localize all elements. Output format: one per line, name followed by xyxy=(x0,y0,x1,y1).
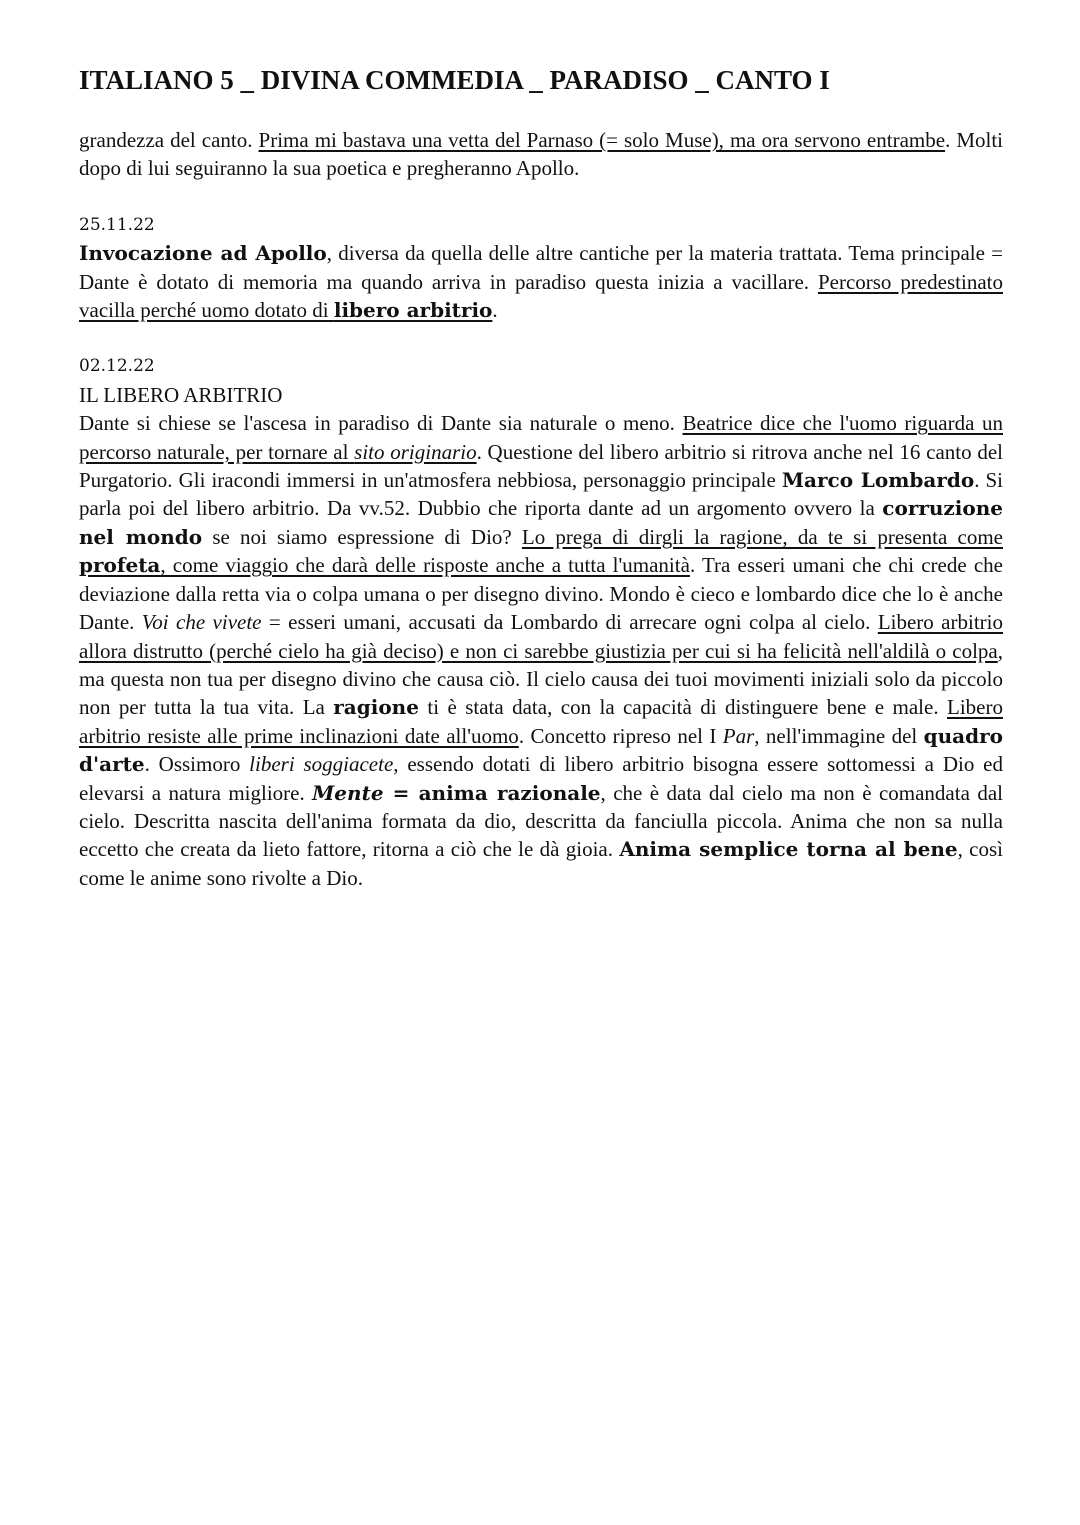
la-text-18: ti è stata data, con la capacità di distinguere bene e male. xyxy=(418,695,948,720)
apollo-bold: Invocazione ad Apollo xyxy=(79,241,327,266)
la-text-22: , nell'immagine del xyxy=(754,723,924,748)
la-bold-17: ragione xyxy=(333,695,419,720)
page-title: ITALIANO 5 _ DIVINA COMMEDIA _ PARADISO _ CANTO I xyxy=(79,65,830,95)
la-text-29: , che è data dal cielo ma non è comandata dal cielo. Descritta nascita dell'anima formata da dio, descritta da fanciulla piccola. Anima che non sa nulla eccetto che creata da lieto fattore, ritorna a ciò che le dà gioia. xyxy=(79,780,1003,862)
la-italic-25: liberi soggiacete xyxy=(249,752,394,777)
la-italic-21: Par xyxy=(722,723,755,748)
spacer xyxy=(79,183,1003,211)
section-heading: IL LIBERO ARBITRIO xyxy=(79,382,283,407)
apollo-text-1: , diversa da quella delle altre cantiche per la materia trattata. Tema principale = Dante è dotato di memoria ma quando arriva in paradiso questa inizia a vacillare. xyxy=(79,241,1003,294)
la-text-12: . Tra esseri umani che chi crede che deviazione dalla retta via o colpa umana o per disegno divino. Mondo è cieco e lombardo dice che lo è anche Dante. xyxy=(79,553,1003,635)
la-bold-23: quadro d'arte xyxy=(79,723,1003,777)
la-text-24: . Ossimoro xyxy=(144,752,250,777)
la-text-16: , ma questa non tua per disegno divino che causa ciò. Il cielo causa dei tuoi movimenti iniziali solo da piccolo non per tutta la tua vita. La xyxy=(79,638,1003,720)
la-underlined-19: Libero arbitrio resiste alle prime inclinazioni date all'uomo xyxy=(79,695,1003,748)
la-bold-30: Anima semplice torna al bene xyxy=(619,837,958,862)
intro-text-1: grandezza del canto. xyxy=(79,128,259,152)
la-underlined-15: Libero arbitrio allora distrutto (perché cielo ha già deciso) e non ci sarebbe giustizia per cui si ha felicità nell'aldilà o colpa xyxy=(79,610,1003,663)
la-underlined-italic-03: sito originario xyxy=(354,439,477,464)
la-underlined-09: Lo prega di dirgli la ragione, da te si presenta come xyxy=(521,524,1003,549)
libero-arbitrio-paragraph xyxy=(79,409,1003,892)
la-text-14: = esseri umani, accusati da Lombardo di arrecare ogni colpa al cielo. xyxy=(261,610,878,635)
la-italic-13: Voi che vivete xyxy=(141,610,262,635)
la-underlined-bold-10: profeta xyxy=(79,553,161,578)
date-label-2: 02.12.22 xyxy=(79,356,155,377)
apollo-text-2: . xyxy=(492,298,498,323)
la-text-01: Dante si chiese se l'ascesa in paradiso di Dante sia naturale o meno. xyxy=(79,411,683,436)
la-bold-italic-27: Mente xyxy=(312,780,384,805)
la-text-31: , così come le anime sono rivolte a Dio. xyxy=(79,837,1004,890)
intro-underlined-1: Prima mi bastava una vetta del Parnaso (= solo Muse), ma ora servono entrambe xyxy=(258,128,946,152)
intro-text-2: . Molti dopo di lui seguiranno la sua poetica e pregheranno Apollo. xyxy=(79,128,1003,181)
la-bold-05: Marco Lombardo xyxy=(781,468,975,493)
la-text-04: . Questione del libero arbitrio si ritrova anche nel 16 canto del Purgatorio. Gli iracondi immersi in un'atmosfera nebbiosa, personaggio principale xyxy=(79,439,1003,493)
la-text-26: , essendo dotati di libero arbitrio bisogna essere sottomessi a Dio ed elevarsi a natura migliore. xyxy=(79,752,1003,805)
intro-paragraph xyxy=(79,126,1003,183)
la-text-06: . Si parla poi del libero arbitrio. Da vv.52. Dubbio che riporta dante ad un argomento ovvero la xyxy=(79,468,1004,521)
la-bold-07: corruzione nel mondo xyxy=(79,496,1003,549)
apollo-underlined: Percorso predestinato vacilla perché uomo dotato di xyxy=(79,269,1003,323)
la-underlined-11: , come viaggio che darà delle risposte anche a tutta l'umanità xyxy=(160,553,690,578)
apollo-underlined-bold: libero arbitrio xyxy=(333,298,493,323)
la-underlined-02: Beatrice dice che l'uomo riguarda un percorso naturale, per tornare al xyxy=(79,411,1003,464)
la-text-20: . Concetto ripreso nel I xyxy=(518,723,723,748)
la-bold-28: = anima razionale xyxy=(383,780,601,805)
spacer xyxy=(79,324,1003,352)
document-page xyxy=(79,62,1003,892)
date-label-1: 25.11.22 xyxy=(79,214,155,235)
la-text-08: se noi siamo espressione di Dio? xyxy=(202,524,522,549)
apollo-paragraph xyxy=(79,239,1003,324)
